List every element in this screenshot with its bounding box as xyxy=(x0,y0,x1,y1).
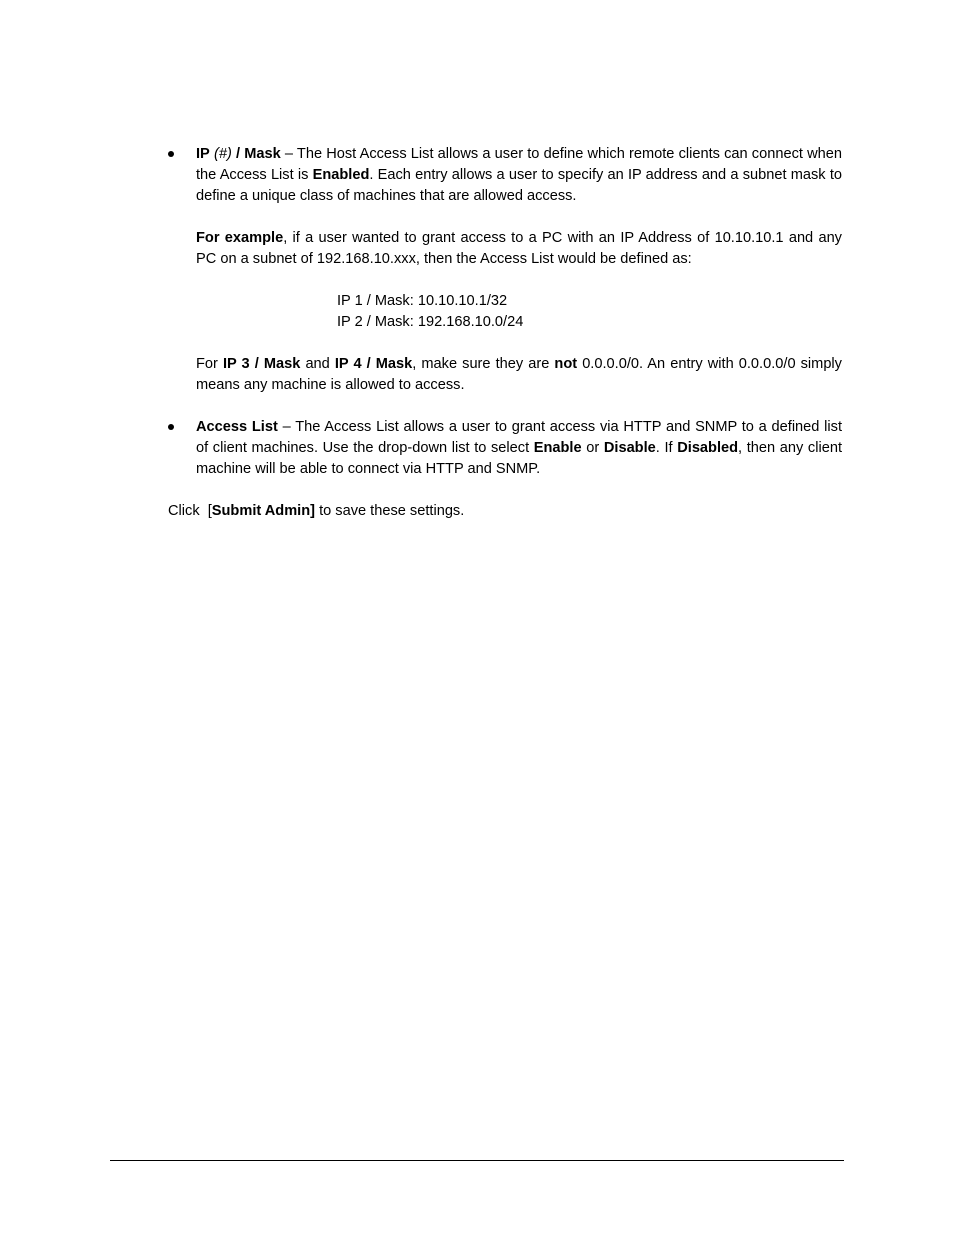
note-text-4: 0.0.0.0/0. An entry with 0.0.0.0/0 simply means any machine is allowed to access. xyxy=(196,356,842,393)
example-bold: For example xyxy=(196,230,284,246)
hash-label: (#) xyxy=(213,146,232,162)
mask-label: / Mask xyxy=(235,146,281,162)
submit-instruction xyxy=(168,501,464,522)
disable-bold: Disable xyxy=(603,440,656,456)
ip-label: IP xyxy=(196,146,210,162)
click-suffix: to save these settings. xyxy=(315,503,465,519)
access-text-3: . If xyxy=(655,440,678,456)
access-text-1: – The Access List allows a user to grant access via HTTP and SNMP to a defined list of client machines. Use the drop-down list to select xyxy=(196,419,842,456)
bullet-dot-icon xyxy=(168,424,174,430)
example-line-1: IP 1 / Mask: 10.10.10.1/32 xyxy=(337,293,508,309)
submit-admin-label: Submit Admin] xyxy=(211,503,316,519)
bullet-access-list xyxy=(168,417,842,480)
access-list-label: Access List xyxy=(196,419,278,435)
ip4-bold: IP 4 / Mask xyxy=(334,356,413,372)
disabled-bold: Disabled xyxy=(677,440,739,456)
ip-mask-intro xyxy=(196,144,842,207)
enable-bold: Enable xyxy=(533,440,582,456)
access-list-paragraph xyxy=(196,417,842,480)
ip3-bold: IP 3 / Mask xyxy=(222,356,301,372)
note-text-3: , make sure they are xyxy=(412,356,555,372)
intro-text-2: . Each entry allows a user to specify an IP address and a subnet mask to define a unique class of machines that are allowed access. xyxy=(196,167,842,204)
intro-text-1: – The Host Access List allows a user to define which remote clients can connect when the Access List is xyxy=(196,146,842,183)
note-text-1: For xyxy=(196,356,223,372)
access-text-2: or xyxy=(581,440,604,456)
not-bold: not xyxy=(554,356,578,372)
access-text-4: , then any client machine will be able to connect via HTTP and SNMP. xyxy=(196,440,842,477)
bullet-dot-icon xyxy=(168,151,174,157)
example-paragraph xyxy=(196,228,842,270)
click-prefix: Click [ xyxy=(168,503,212,519)
enabled-bold: Enabled xyxy=(312,167,370,183)
bullet-ip-mask xyxy=(168,144,842,396)
example-lines xyxy=(196,291,842,333)
note-text-2: and xyxy=(300,356,335,372)
example-line-2: IP 2 / Mask: 192.168.10.0/24 xyxy=(337,314,524,330)
example-text: , if a user wanted to grant access to a PC with an IP Address of 10.10.10.1 and any PC on a subnet of 192.168.10.xxx, then the Access List would be defined as: xyxy=(196,230,842,267)
footer-divider xyxy=(110,1160,844,1161)
note-paragraph xyxy=(196,354,842,396)
